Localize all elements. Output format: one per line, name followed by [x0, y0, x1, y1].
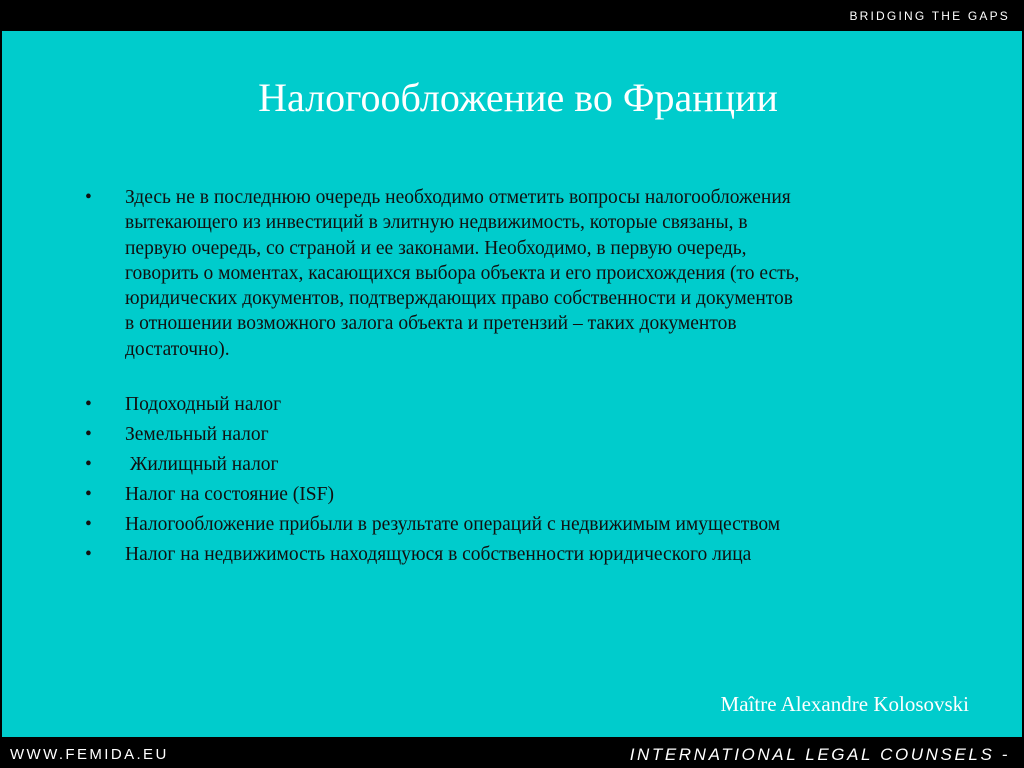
bullet-icon: • [85, 484, 92, 505]
tagline: BRIDGING THE GAPS [849, 9, 1010, 23]
author-name: Maître Alexandre Kolosovski [720, 692, 969, 716]
top-bar [0, 0, 1024, 31]
slide-content [2, 31, 1022, 737]
bottom-bar [0, 737, 1024, 768]
bullet-icon: • [85, 514, 92, 535]
bullet-text: Подоходный налог [125, 394, 282, 415]
bullet-icon: • [85, 394, 92, 415]
bullet-icon: • [85, 454, 92, 475]
bullet-text: Налогообложение прибыли в результате операций с недвижимым имуществом [125, 514, 781, 535]
website-link[interactable]: WWW.FEMIDA.EU [10, 746, 169, 763]
bullet-text: Налог на состояние (ISF) [125, 484, 334, 505]
bullet-icon: • [85, 424, 92, 445]
bullet-text: Здесь не в последнюю очередь необходимо отметить вопросы налогообложения вытекающего из инвестиций в элитную недвижимость, которые связаны, в первую очередь, со страной и ее законами. Необходимо, в первую очередь, говорить о моментах, касающихся выбора объекта и его происхождения (то есть, юридических документов, подтверждающих право собственности и документов в отношении возможного залога объекта и претензий – таких документов достаточно). [125, 187, 800, 360]
bullet-icon: • [85, 187, 92, 208]
bullet-icon: • [85, 544, 92, 565]
bullet-text: Земельный налог [125, 424, 269, 445]
bullet-text: Налог на недвижимость находящуюся в собственности юридического лица [125, 544, 752, 565]
firm-name: INTERNATIONAL LEGAL COUNSELS - [629, 745, 1010, 764]
slide-title: Налогообложение во Франции [258, 75, 778, 120]
bullet-text: Жилищный налог [125, 454, 279, 475]
